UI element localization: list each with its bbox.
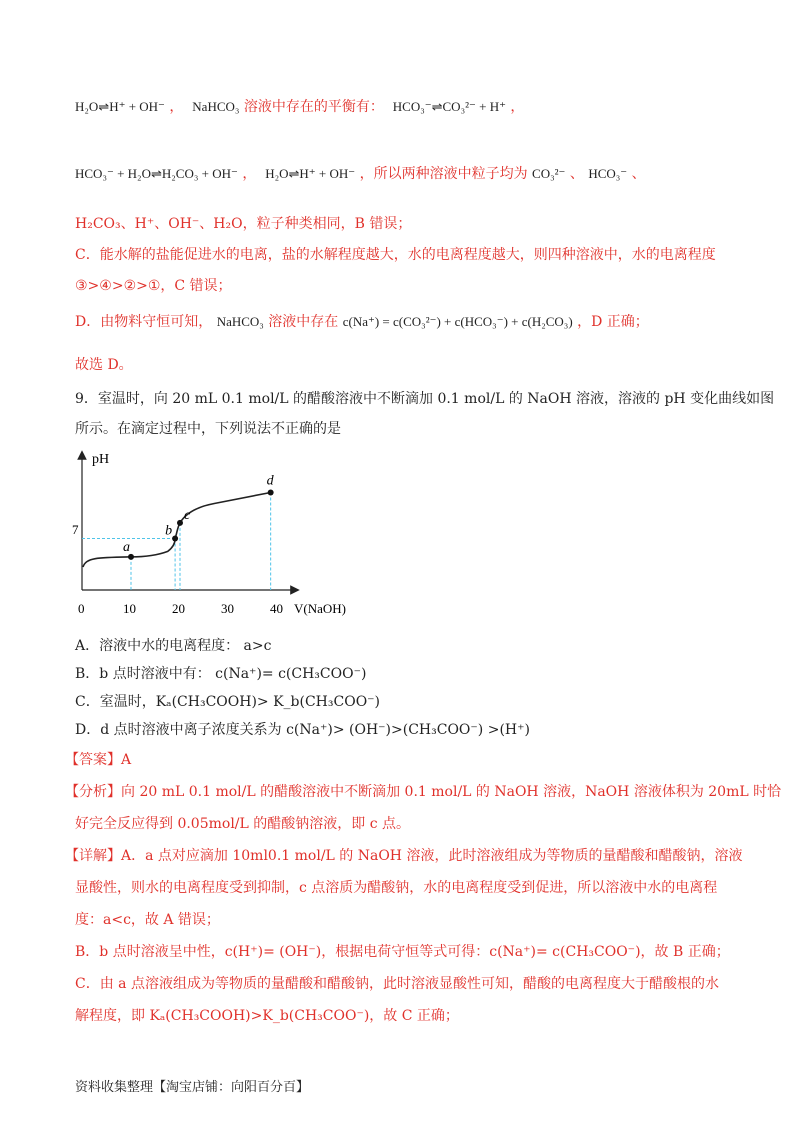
analysis-line-1: 【分析】向 20 mL 0.1 mol/L 的醋酸溶液中不断滴加 0.1 mol/L 的 NaOH 溶液，NaOH 溶液体积为 20mL 时恰 <box>65 784 782 800</box>
detail-line-6: 解程度，即 Kₐ(CH₃COOH)>K_b(CH₃COO⁻)，故 C 正确； <box>75 1008 459 1024</box>
y-tick-label: 7 <box>72 522 79 537</box>
point-label-c: c <box>184 507 191 523</box>
question-line-1: 9．室温时，向 20 mL 0.1 mol/L 的醋酸溶液中不断滴加 0.1 mol/L 的 NaOH 溶液，溶液的 pH 变化曲线如图 <box>75 391 775 407</box>
ph-curve <box>83 492 271 567</box>
formula: H₂O⇌H⁺ + OH⁻ <box>265 166 356 181</box>
x-tick-label: 30 <box>221 601 234 616</box>
detail-line-3: 度：a<c，故 A 错误； <box>75 912 220 928</box>
point-d <box>268 489 274 495</box>
detail-line-2: 显酸性，则水的电离程度受到抑制，c 点溶质为醋酸钠，水的电离程度受到促进，所以溶液中水的电离程 <box>75 880 718 896</box>
detail-line-4: B．b 点时溶液呈中性，c(H⁺)= (OH⁻)，根据电荷守恒等式可得：c(Na⁺)= c(CH₃COO⁻)，故 B 正确； <box>75 944 730 960</box>
ph-titration-chart <box>70 445 370 625</box>
x-tick-label: 20 <box>172 601 185 616</box>
x-tick-label: 0 <box>78 601 85 616</box>
formula: NaHCO₃ <box>216 314 264 329</box>
point-b <box>172 535 178 541</box>
option-b: B．b 点时溶液中有： c(Na⁺)= c(CH₃COO⁻) <box>75 666 367 682</box>
line-7: 故选 D。 <box>75 357 133 373</box>
question-line-2: 所示。在滴定过程中，下列说法不正确的是 <box>75 421 341 437</box>
point-label-b: b <box>165 523 173 539</box>
line-4: C．能水解的盐能促进水的电离，盐的水解程度越大，水的电离程度越大，则四种溶液中，水的电离程度 <box>75 247 716 263</box>
option-d: D．d 点时溶液中离子浓度关系为 c(Na⁺)> (OH⁻)>(CH₃COO⁻) >(H⁺) <box>75 722 530 738</box>
line-5: ③>④>②>①，C 错误； <box>75 278 232 294</box>
footer-text: 资料收集整理【淘宝店铺：向阳百分百】 <box>75 1080 310 1095</box>
y-axis-label: pH <box>92 452 110 467</box>
line-3: H₂CO₃、H⁺、OH⁻、H₂O，粒子种类相同，B 错误； <box>75 216 412 232</box>
formula: HCO₃⁻ <box>588 166 628 181</box>
x-tick-label: 40 <box>270 601 283 616</box>
detail-line-5: C．由 a 点溶液组成为等物质的量醋酸和醋酸钠，此时溶液显酸性可知，醋酸的电离程度大于醋酸根的水 <box>75 976 719 992</box>
formula: NaHCO₃ <box>192 99 240 114</box>
analysis-line-2: 好完全反应得到 0.05mol/L 的醋酸钠溶液，即 c 点。 <box>75 816 411 832</box>
point-label-a: a <box>123 539 130 555</box>
point-label-d: d <box>266 473 274 489</box>
point-c <box>177 520 183 526</box>
option-c: C．室温时，Kₐ(CH₃COOH)> K_b(CH₃COO⁻) <box>75 694 381 710</box>
formula: HCO₃⁻ + H₂O⇌H₂CO₃ + OH⁻ <box>75 166 238 181</box>
formula: H₂O⇌H⁺ + OH⁻ <box>75 99 165 114</box>
line-1: H₂O⇌H⁺ + OH⁻ ， NaHCO₃ 溶液中存在的平衡有： HCO₃⁻⇌CO₃²⁻ + H⁺ ， <box>75 99 525 115</box>
formula: HCO₃⁻⇌CO₃²⁻ + H⁺ <box>392 99 506 114</box>
line-6: D．由物料守恒可知， NaHCO₃ 溶液中存在 c(Na⁺) = c(CO₃²⁻) + c(HCO₃⁻) + c(H₂CO₃) ，D 正确； <box>75 314 649 330</box>
option-a: A．溶液中水的电离程度： a>c <box>75 638 272 654</box>
formula: CO₃²⁻ <box>532 166 566 181</box>
formula: c(Na⁺) = c(CO₃²⁻) + c(HCO₃⁻) + c(H₂CO₃) <box>342 314 573 329</box>
line-2: HCO₃⁻ + H₂O⇌H₂CO₃ + OH⁻ ， H₂O⇌H⁺ + OH⁻ ，所以两种溶液中粒子均为 CO₃²⁻ 、 HCO₃⁻ 、 <box>75 166 646 182</box>
x-axis-label: V(NaOH) <box>294 601 346 616</box>
detail-line-1: 【详解】A．a 点对应滴加 10ml0.1 mol/L 的 NaOH 溶液，此时溶液组成为等物质的量醋酸和醋酸钠，溶液 <box>65 848 743 864</box>
answer: 【答案】A <box>65 752 132 768</box>
x-tick-label: 10 <box>123 601 136 616</box>
